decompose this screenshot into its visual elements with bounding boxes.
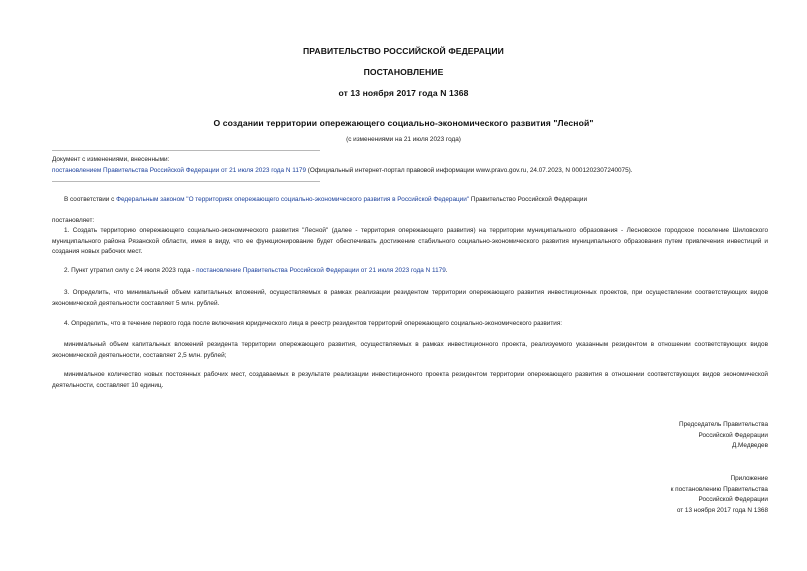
signature-block (560, 420, 768, 452)
item-2-prefix: 2. Пункт утратил силу с 24 июля 2023 года - (64, 267, 197, 274)
item-4-jobs: минимальное количество новых постоянных рабочих мест, создаваемых в результате реализации инвестиционного проекта резидентом территории опережающего развития в отношении соответствующих видов экономической деятельности, составляет 10 единиц. (52, 371, 768, 389)
item-1: 1. Создать территорию опережающего социально-экономического развития "Лесной" (далее - территория опережающего развития) на территории муниципального образования - Лесновское городское поселение Шиловского муниципального района Рязанской области, имея в виду, что ее функционирование будет обеспечивать достижение стабильного социально-экономического развития муниципального образования путем привлечения инвестиций и создания новых рабочих мест. (52, 227, 768, 255)
item-3: 3. Определить, что минимальный объем капитальных вложений, осуществляемых в рамках реализации резидентом территории опережающего развития инвестиционных проектов, при осуществлении соответствующих видов экономической деятельности составляет 5 млн. рублей. (52, 289, 768, 307)
signature-name: Д.Медведев (731, 442, 768, 449)
preamble-prefix: В соответствии с (64, 196, 117, 203)
federal-law-link[interactable]: Федеральным законом "О территориях опережающего социально-экономического развития в Российской Федерации" (116, 196, 470, 203)
item-2-suffix: . (445, 267, 448, 274)
appendix-date: от 13 ноября 2017 года N 1368 (676, 506, 768, 514)
doc-type-heading: ПОСТАНОВЛЕНИЕ (363, 67, 444, 77)
item-4-capital: минимальный объем капитальных вложений резидента территории опережающего развития, осуществляемых в рамках инвестиционного проекта, реализуемого указанным резидентом в отношении соответствующих видов экономической деятельности, составляет 2,5 млн. рублей; (52, 341, 768, 359)
changes-bottom-rule (52, 181, 320, 182)
date-number-heading: от 13 ноября 2017 года N 1368 (338, 88, 469, 98)
signature-position: Председатель Правительства (679, 421, 768, 428)
changes-intro: Документ с изменениями, внесенными: (52, 156, 170, 163)
signature-org: Российской Федерации (698, 431, 768, 439)
preamble (52, 195, 768, 206)
changes-link[interactable]: постановлением Правительства Российской Федерации от 21 июля 2023 года N 1179 (52, 167, 306, 174)
appendix-label: Приложение (730, 475, 768, 482)
amendments-note: (с изменениями на 21 июля 2023 года) (346, 136, 461, 143)
decrees-word: постановляет: (52, 217, 95, 224)
appendix-org: Российской Федерации (698, 496, 768, 503)
government-heading: ПРАВИТЕЛЬСТВО РОССИЙСКОЙ ФЕДЕРАЦИИ (303, 46, 504, 56)
document-title: О создании территории опережающего социально-экономического развития "Лесной" (213, 118, 594, 128)
item-2 (52, 266, 768, 277)
appendix-ref: к постановлению Правительства (670, 485, 768, 493)
appendix-block (560, 474, 768, 516)
changes-line (52, 166, 768, 177)
changes-top-rule (52, 150, 320, 151)
item-4: 4. Определить, что в течение первого года после включения юридического лица в реестр резидентов территорий опережающего социально-экономического развития: (64, 320, 563, 327)
preamble-suffix: Правительство Российской Федерации (469, 196, 588, 203)
item-2-link[interactable]: постановление Правительства Российской Федерации от 21 июля 2023 года N 1179 (196, 267, 446, 274)
changes-source: (Официальный интернет-портал правовой информации www.pravo.gov.ru, 24.07.2023, N 0001202307240075). (306, 167, 633, 174)
